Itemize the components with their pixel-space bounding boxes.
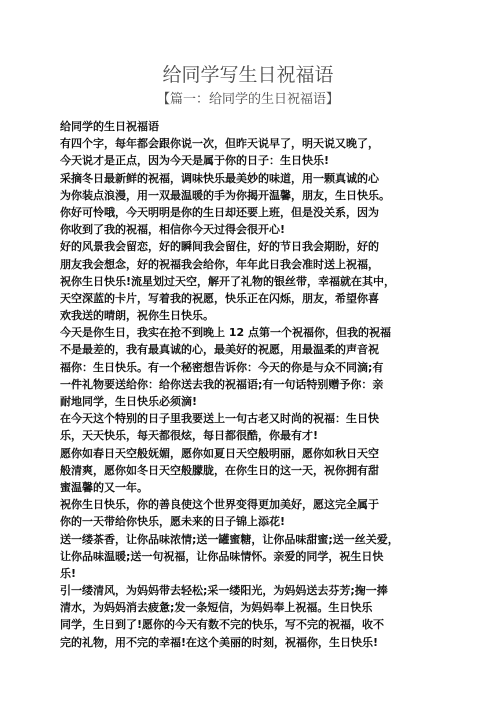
body-line: 祝你生日快乐!流星划过天空，解开了礼物的银丝带，幸福就在其中， (60, 274, 396, 288)
body-line: 祝你生日快乐，你的善良使这个世界变得更加美好，愿这完全属于 (60, 498, 379, 512)
document-body (60, 118, 440, 651)
body-line: 般清爽，愿你如冬日天空般朦胧，在你生日的这一天，祝你拥有甜 (60, 463, 379, 477)
body-line: 不是最差的，我有最真诚的心，最美好的祝愿，用最温柔的声音祝 (60, 343, 379, 357)
body-line: 好的风景我会留恋，好的瞬间我会留住，好的节日我会期盼，好的 (60, 240, 379, 254)
body-line: 愿你如春日天空般妩媚，愿你如夏日天空般明丽，愿你如秋日天空 (60, 446, 379, 460)
body-line: 为你装点浪漫，用一双最温暖的手为你揭开温馨，朋友，生日快乐。 (60, 188, 390, 202)
body-line: 福你：生日快乐。有一个秘密想告诉你：今天的你是与众不同滴;有 (60, 360, 384, 374)
body-line: 欢我送的晴朗，祝你生日快乐。 (60, 309, 214, 323)
body-line: 给同学的生日祝福语 (60, 120, 159, 133)
body-line: 一件礼物要送给你：给你送去我的祝福语;有一句话特别赠予你：亲 (60, 377, 384, 391)
document-subtitle: 【篇一：给同学的生日祝福语】 (156, 92, 339, 107)
body-line: 乐，天天快乐，每天都很炫，每日都很酷，你最有才! (60, 429, 319, 443)
body-line: 有四个字，每年都会跟你说一次，但昨天说早了，明天说又晚了， (60, 137, 379, 151)
body-line: 今天是你生日，我实在抢不到晚上 12 点第一个祝福你，但我的祝福 (60, 326, 391, 340)
body-line: 同学，生日到了!愿你的今天有数不完的快乐，写不完的祝福，收不 (60, 618, 385, 632)
body-line: 朋友我会想念，好的祝福我会给你，年年此日我会准时送上祝福， (60, 257, 379, 271)
body-line: 天空深蓝的卡片，写着我的祝愿，快乐正在闪烁，朋友，希望你喜 (60, 291, 379, 305)
body-line: 清水，为妈妈消去疲惫;发一条短信，为妈妈奉上祝福。生日快乐 (60, 601, 373, 615)
body-line: 耐地同学，生日快乐必须滴! (60, 395, 198, 408)
body-line: 蜜温馨的又一年。 (60, 480, 148, 494)
body-line: 你收到了我的祝福，相信你今天过得会很开心! (60, 223, 286, 237)
body-line: 采摘冬日最新鲜的祝福，调味快乐最美妙的味道，用一颗真诚的心 (60, 171, 379, 185)
body-line: 送一缕茶香，让你品味浓情;送一罐蜜糖，让你品味甜蜜;送一丝关爱， (60, 532, 399, 546)
body-line: 让你品味温暖;送一句祝福，让你品味情怀。亲爱的同学，祝生日快 (60, 549, 384, 563)
body-line: 今天说才是正点，因为今天是属于你的日子：生日快乐! (60, 154, 330, 168)
body-line: 乐! (60, 566, 77, 580)
body-line: 你好可怜哦，今天明明是你的生日却还要上班，但是没关系，因为 (60, 205, 379, 219)
body-line: 你的一天带给你快乐，愿未来的日子锦上添花! (60, 515, 286, 529)
body-line: 完的礼物，用不完的幸福!在这个美丽的时刻，祝福你，生日快乐! (60, 635, 379, 649)
body-line: 引一缕清风，为妈妈带去轻松;采一缕阳光，为妈妈送去芬芳;掬一捧 (60, 584, 388, 598)
body-line: 在今天这个特别的日子里我要送上一句古老又时尚的祝福：生日快 (60, 412, 379, 426)
document-title: 给同学写生日祝福语 (162, 64, 334, 86)
